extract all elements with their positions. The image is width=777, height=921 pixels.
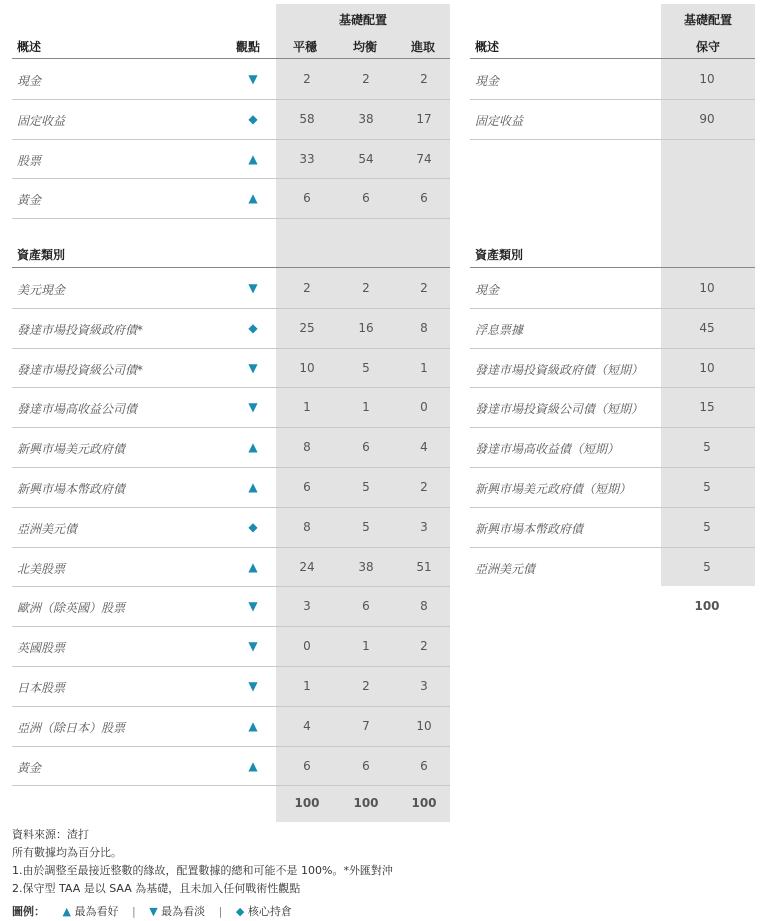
row-value: 2 bbox=[420, 480, 428, 494]
row-value: 5 bbox=[703, 520, 711, 534]
triangle-down-icon: ▼ bbox=[149, 905, 158, 918]
row-value: 74 bbox=[416, 152, 432, 166]
row-value: 2 bbox=[420, 639, 428, 653]
row-value: 6 bbox=[362, 440, 370, 454]
row-value: 1 bbox=[303, 679, 311, 693]
diamond-icon: ◆ bbox=[248, 321, 258, 335]
total-aggressive: 100 bbox=[411, 796, 437, 810]
row-divider bbox=[12, 308, 450, 309]
triangle-up-icon: ▲ bbox=[248, 560, 258, 574]
legend-separator: | bbox=[218, 905, 223, 918]
row-divider bbox=[470, 99, 755, 100]
row-label: 歐洲（除英國）股票 bbox=[17, 601, 126, 615]
row-value: 5 bbox=[703, 480, 711, 494]
row-value: 2 bbox=[362, 281, 370, 295]
row-value: 0 bbox=[303, 639, 311, 653]
row-label: 股票 bbox=[17, 154, 42, 168]
col-stable-header: 平穩 bbox=[292, 40, 317, 54]
row-value: 51 bbox=[416, 560, 432, 574]
triangle-up-icon: ▲ bbox=[248, 480, 258, 494]
legend-down-label: 最為看淡 bbox=[161, 905, 206, 918]
row-label: 亞洲美元債 bbox=[475, 562, 536, 576]
row-value: 2 bbox=[420, 281, 428, 295]
total-stable: 100 bbox=[294, 796, 320, 810]
row-value: 5 bbox=[703, 560, 711, 574]
row-value: 38 bbox=[358, 560, 374, 574]
triangle-up-icon: ▲ bbox=[248, 719, 258, 733]
row-value: 3 bbox=[420, 679, 428, 693]
triangle-down-icon: ▼ bbox=[248, 679, 258, 693]
right-header-divider bbox=[470, 58, 755, 59]
row-label: 現金 bbox=[475, 74, 500, 88]
right-base-allocation-header: 基礎配置 bbox=[683, 13, 732, 27]
row-label: 發達市場投資級公司債* bbox=[17, 363, 144, 377]
row-value: 6 bbox=[362, 759, 370, 773]
row-value: 1 bbox=[362, 639, 370, 653]
row-divider bbox=[12, 348, 450, 349]
triangle-down-icon: ▼ bbox=[248, 400, 258, 414]
triangle-up-icon: ▲ bbox=[248, 152, 258, 166]
left-overview-header: 概述 bbox=[17, 40, 42, 54]
row-value: 5 bbox=[362, 520, 370, 534]
row-divider bbox=[12, 178, 450, 179]
row-value: 3 bbox=[303, 599, 311, 613]
col-aggressive-header: 進取 bbox=[410, 40, 435, 54]
row-label: 發達市場高收益債（短期） bbox=[475, 442, 620, 456]
conservative-note: 2.保守型 TAA 是以 SAA 為基礎，且未加入任何戰術性觀點 bbox=[12, 882, 301, 895]
row-value: 4 bbox=[420, 440, 428, 454]
row-value: 10 bbox=[416, 719, 432, 733]
source-note: 資料來源：渣打 bbox=[12, 828, 89, 841]
triangle-up-icon: ▲ bbox=[248, 440, 258, 454]
row-value: 1 bbox=[362, 400, 370, 414]
row-value: 2 bbox=[303, 281, 311, 295]
row-value: 6 bbox=[303, 759, 311, 773]
row-divider bbox=[12, 586, 450, 587]
rounding-note: 1.由於調整至最接近整數的緣故，配置數據的總和可能不是 100%。*外匯對沖 bbox=[12, 864, 393, 877]
total-balanced: 100 bbox=[353, 796, 379, 810]
triangle-down-icon: ▼ bbox=[248, 639, 258, 653]
row-value: 10 bbox=[699, 281, 715, 295]
row-label: 黃金 bbox=[17, 193, 42, 207]
row-label: 固定收益 bbox=[17, 114, 66, 128]
triangle-down-icon: ▼ bbox=[248, 599, 258, 613]
row-label: 現金 bbox=[17, 74, 42, 88]
row-value: 6 bbox=[362, 191, 370, 205]
row-label: 現金 bbox=[475, 283, 500, 297]
legend-up-label: 最為看好 bbox=[74, 905, 119, 918]
row-value: 2 bbox=[362, 679, 370, 693]
col-balanced-header: 均衡 bbox=[352, 40, 377, 54]
row-divider bbox=[470, 427, 755, 428]
row-divider bbox=[12, 785, 450, 786]
row-label: 日本股票 bbox=[17, 681, 66, 695]
row-divider bbox=[12, 139, 450, 140]
row-value: 10 bbox=[699, 72, 715, 86]
diamond-icon: ◆ bbox=[248, 112, 258, 126]
row-value: 2 bbox=[420, 72, 428, 86]
row-value: 3 bbox=[420, 520, 428, 534]
row-divider bbox=[470, 348, 755, 349]
row-label: 發達市場高收益公司債 bbox=[17, 402, 138, 416]
left-asset-divider bbox=[12, 267, 450, 268]
row-value: 5 bbox=[362, 480, 370, 494]
row-value: 17 bbox=[416, 112, 432, 126]
row-value: 54 bbox=[358, 152, 374, 166]
row-label: 發達市場投資級政府債（短期） bbox=[475, 363, 644, 377]
row-divider bbox=[12, 626, 450, 627]
row-value: 5 bbox=[362, 361, 370, 375]
left-base-allocation-header: 基礎配置 bbox=[338, 13, 387, 27]
row-value: 8 bbox=[420, 321, 428, 335]
row-value: 0 bbox=[420, 400, 428, 414]
total-conservative: 100 bbox=[694, 599, 720, 613]
row-value: 90 bbox=[699, 112, 715, 126]
triangle-up-icon: ▲ bbox=[248, 191, 258, 205]
view-header: 觀點 bbox=[236, 40, 261, 54]
row-value: 6 bbox=[362, 599, 370, 613]
row-value: 58 bbox=[299, 112, 315, 126]
row-divider bbox=[12, 666, 450, 667]
right-base-allocation-shade bbox=[661, 4, 755, 586]
row-divider bbox=[470, 507, 755, 508]
row-value: 1 bbox=[303, 400, 311, 414]
diamond-icon: ◆ bbox=[235, 905, 245, 918]
row-value: 6 bbox=[303, 480, 311, 494]
row-divider bbox=[470, 387, 755, 388]
row-value: 38 bbox=[358, 112, 374, 126]
legend-separator: | bbox=[131, 905, 136, 918]
right-overview-header: 概述 bbox=[475, 40, 500, 54]
row-label: 浮息票據 bbox=[475, 323, 524, 337]
row-value: 2 bbox=[362, 72, 370, 86]
row-label: 新興市場本幣政府債 bbox=[17, 482, 126, 496]
row-label: 發達市場投資級公司債（短期） bbox=[475, 402, 644, 416]
row-value: 15 bbox=[699, 400, 715, 414]
row-divider bbox=[470, 467, 755, 468]
row-divider bbox=[12, 218, 450, 219]
row-divider bbox=[12, 746, 450, 747]
row-label: 黃金 bbox=[17, 761, 42, 775]
triangle-down-icon: ▼ bbox=[248, 361, 258, 375]
legend-diamond-label: 核心持倉 bbox=[247, 905, 292, 918]
row-value: 10 bbox=[699, 361, 715, 375]
row-label: 亞洲美元債 bbox=[17, 522, 78, 536]
legend-title: 圖例： bbox=[12, 905, 45, 918]
row-divider bbox=[470, 547, 755, 548]
row-label: 固定收益 bbox=[475, 114, 524, 128]
row-divider bbox=[470, 139, 755, 140]
triangle-up-icon: ▲ bbox=[248, 759, 258, 773]
row-value: 10 bbox=[299, 361, 315, 375]
col-conservative-header: 保守 bbox=[695, 40, 720, 54]
row-label: 新興市場美元政府債 bbox=[17, 442, 126, 456]
row-divider bbox=[12, 467, 450, 468]
row-value: 45 bbox=[699, 321, 715, 335]
row-label: 亞洲（除日本）股票 bbox=[17, 721, 126, 735]
row-value: 6 bbox=[420, 759, 428, 773]
legend bbox=[12, 903, 292, 919]
row-value: 8 bbox=[303, 520, 311, 534]
row-divider bbox=[12, 706, 450, 707]
triangle-down-icon: ▼ bbox=[248, 281, 258, 295]
row-divider bbox=[12, 547, 450, 548]
row-value: 8 bbox=[420, 599, 428, 613]
row-divider bbox=[12, 507, 450, 508]
row-value: 24 bbox=[299, 560, 315, 574]
left-asset-class-header: 資產類別 bbox=[17, 248, 66, 262]
row-value: 8 bbox=[303, 440, 311, 454]
percent-note: 所有數據均為百分比。 bbox=[12, 846, 122, 859]
row-value: 6 bbox=[420, 191, 428, 205]
row-label: 北美股票 bbox=[17, 562, 66, 576]
triangle-down-icon: ▼ bbox=[248, 72, 258, 86]
row-label: 發達市場投資級政府債* bbox=[17, 323, 144, 337]
row-value: 6 bbox=[303, 191, 311, 205]
row-value: 5 bbox=[703, 440, 711, 454]
left-header-divider bbox=[12, 58, 450, 59]
triangle-up-icon: ▲ bbox=[62, 905, 71, 918]
row-divider bbox=[12, 99, 450, 100]
row-label: 英國股票 bbox=[17, 641, 66, 655]
row-value: 33 bbox=[299, 152, 315, 166]
row-divider bbox=[470, 308, 755, 309]
row-label: 美元現金 bbox=[17, 283, 66, 297]
row-value: 1 bbox=[420, 361, 428, 375]
row-value: 16 bbox=[358, 321, 374, 335]
row-value: 4 bbox=[303, 719, 311, 733]
row-divider bbox=[12, 387, 450, 388]
row-value: 7 bbox=[362, 719, 370, 733]
row-label: 新興市場本幣政府債 bbox=[475, 522, 584, 536]
diamond-icon: ◆ bbox=[248, 520, 258, 534]
row-divider bbox=[12, 427, 450, 428]
right-asset-divider bbox=[470, 267, 755, 268]
right-asset-class-header: 資產類別 bbox=[475, 248, 524, 262]
row-value: 2 bbox=[303, 72, 311, 86]
row-value: 25 bbox=[299, 321, 315, 335]
row-label: 新興市場美元政府債（短期） bbox=[475, 482, 632, 496]
